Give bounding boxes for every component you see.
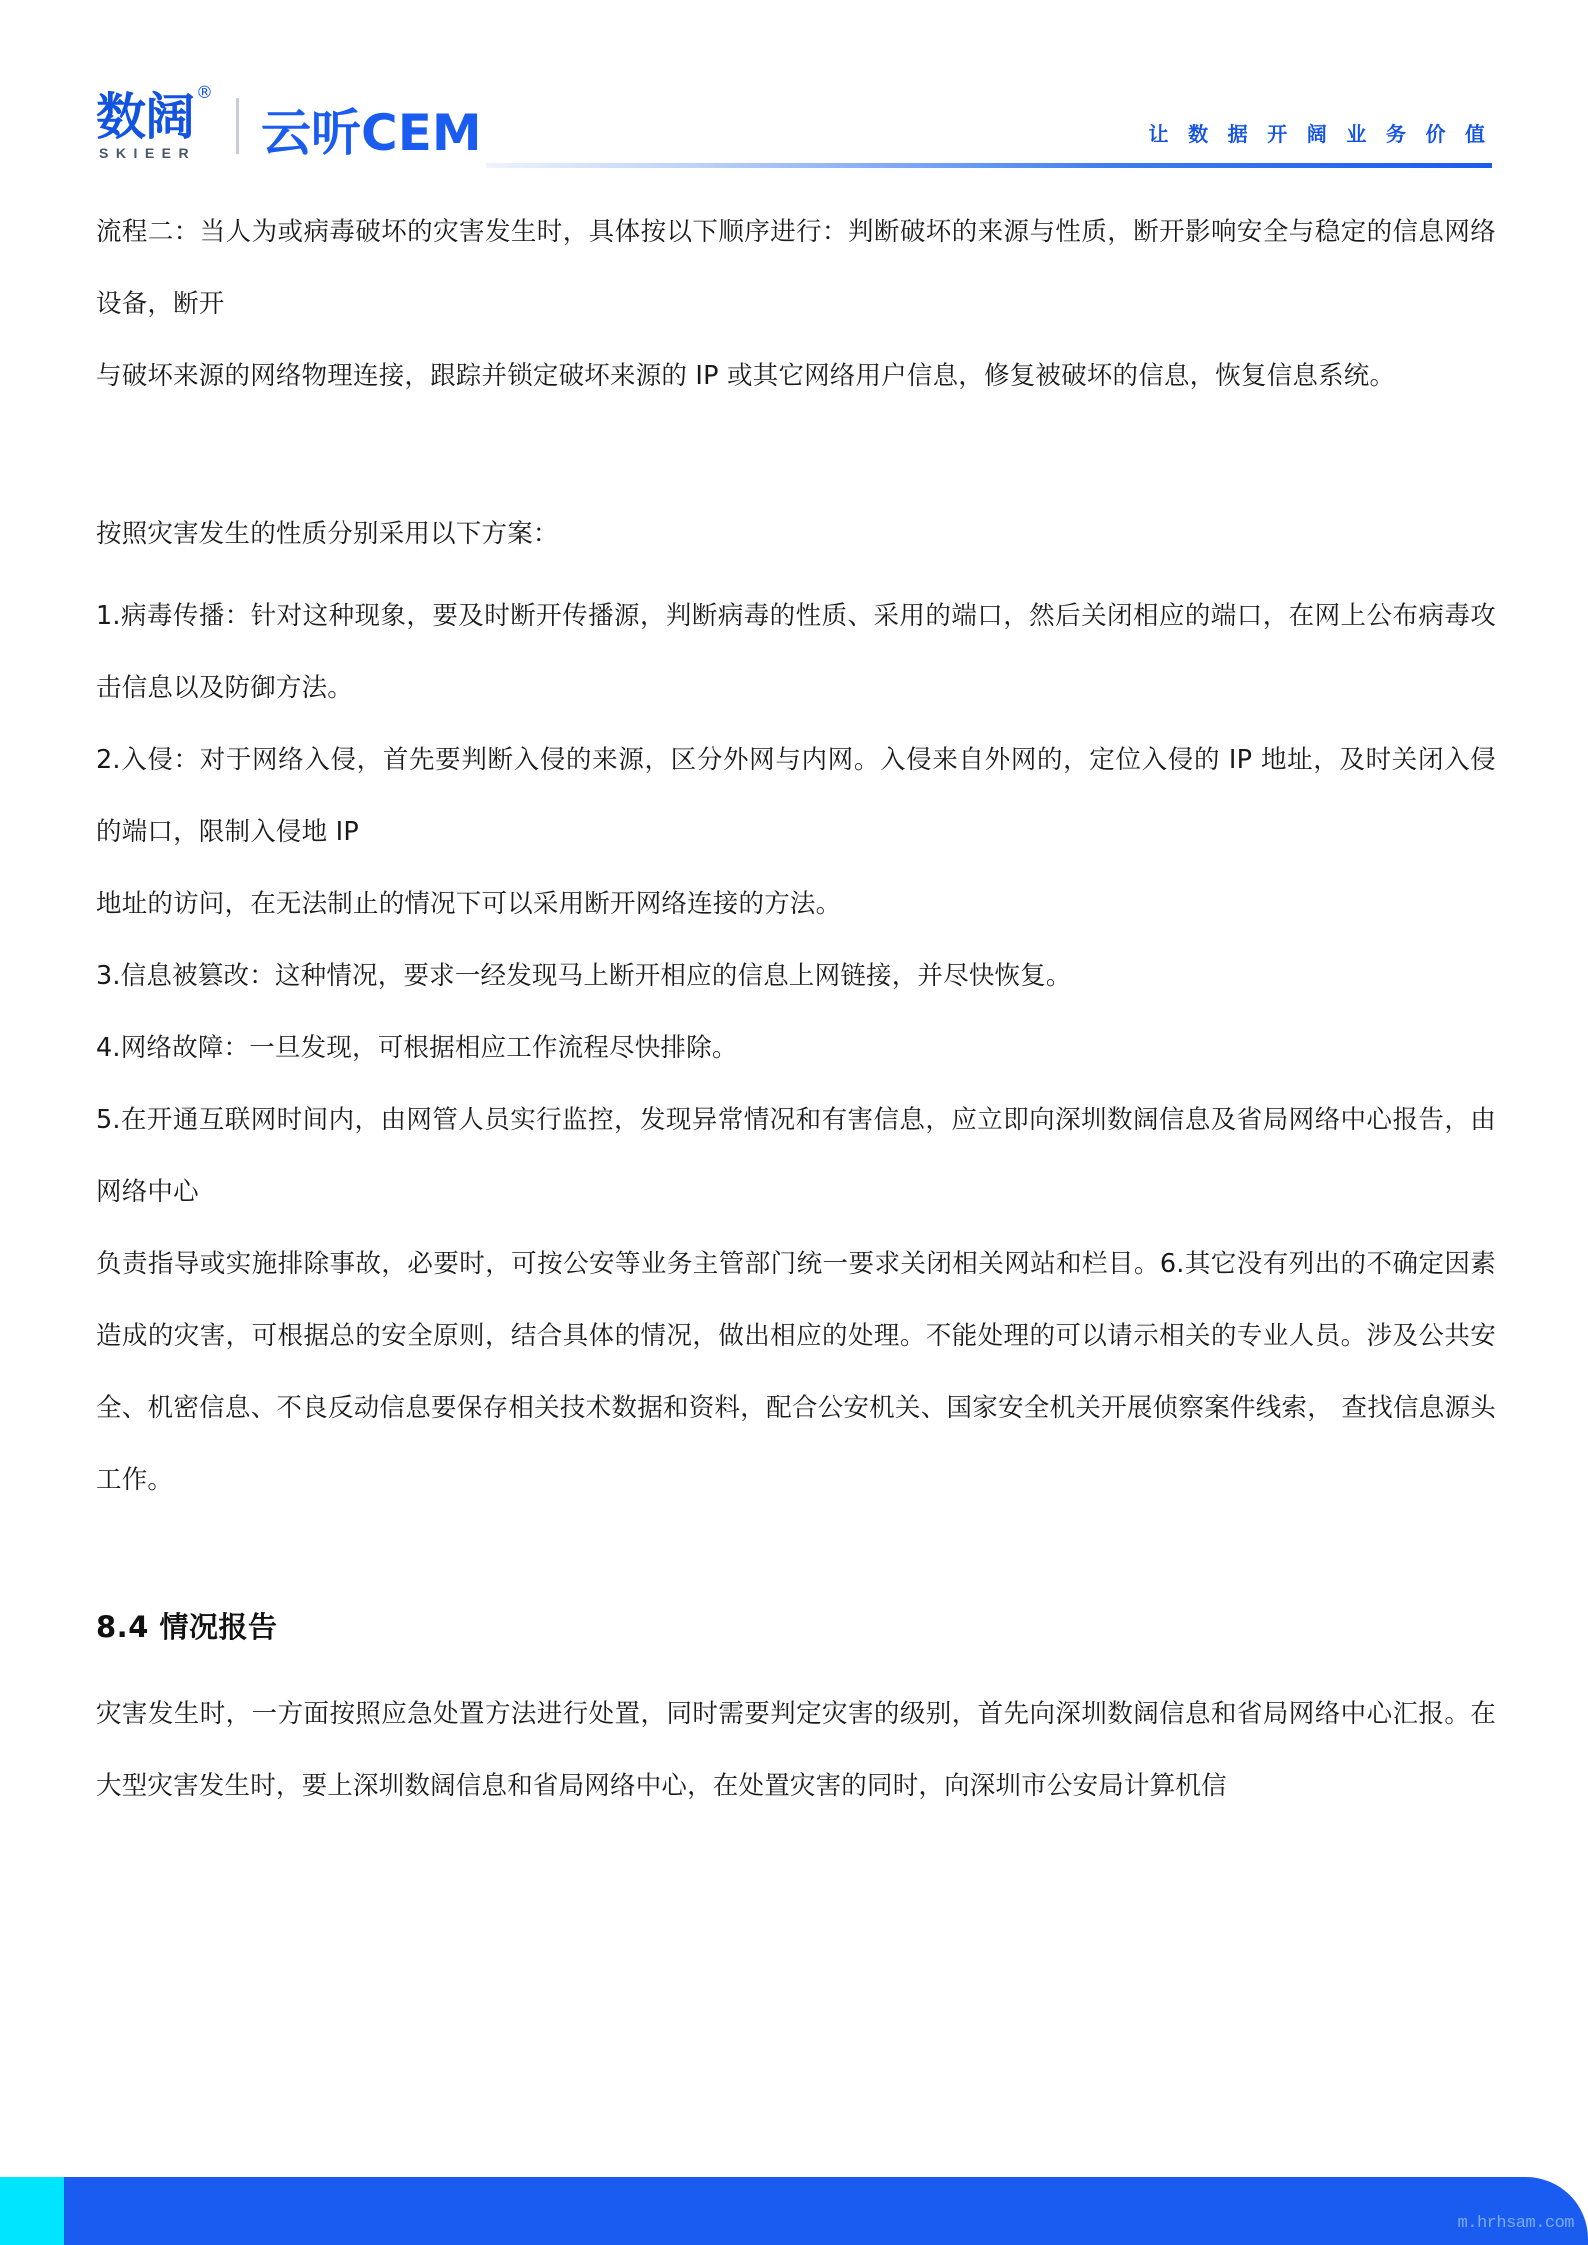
list-item-2-intrusion: 2.入侵：对于网络入侵，首先要判断入侵的来源，区分外网与内网。入侵来自外网的，定位入侵的 IP 地址，及时关闭入侵的端口，限制入侵地 IP <box>96 745 1496 847</box>
paragraph-flow-two: 流程二：当人为或病毒破坏的灾害发生时，具体按以下顺序进行：判断破坏的来源与性质，断开影响安全与稳定的信息网络设备，断开 <box>96 217 1496 319</box>
company-logo <box>96 83 212 161</box>
paragraph-physical-link: 与破坏来源的网络物理连接，跟踪并锁定破坏来源的 IP 或其它网络用户信息，修复被破坏的信息，恢复信息系统。 <box>96 361 1396 391</box>
section-heading-8-4: 8.4 情况报告 <box>96 1610 278 1644</box>
paragraph-incident-report: 灾害发生时，一方面按照应急处置方法进行处置，同时需要判定灾害的级别，首先向深圳数阔信息和省局网络中心汇报。在大型灾害发生时，要上深圳数阔信息和省局网络中心，在处置灾害的同时，向深圳市公安局计算机信 <box>96 1699 1496 1801</box>
list-item-5-monitoring: 5.在开通互联网时间内，由网管人员实行监控，发现异常情况和有害信息，应立即向深圳数阔信息及省局网络中心报告，由网络中心 <box>96 1105 1496 1207</box>
product-name: 云听CEM <box>261 104 482 162</box>
brand-divider <box>236 98 239 154</box>
list-spacer-1 <box>96 570 1496 580</box>
page-header <box>0 0 1588 172</box>
footer-blue-bar <box>0 2177 1588 2245</box>
list-item-3-tamper: 3.信息被篡改：这种情况，要求一经发现马上断开相应的信息上网链接，并尽快恢复。 <box>96 961 1072 991</box>
list-item-4-network-fault: 4.网络故障：一旦发现，可根据相应工作流程尽快排除。 <box>96 1033 738 1063</box>
company-name-cn-text: 数阔 <box>96 88 194 146</box>
header-gradient-rule <box>486 163 1492 168</box>
company-name-cn <box>96 83 212 146</box>
header-tagline: 让 数 据 开 阔 业 务 价 值 <box>1148 124 1492 146</box>
list-item-1-virus: 1.病毒传播：针对这种现象，要及时断开传播源，判断病毒的性质、采用的端口，然后关闭相应的端口，在网上公布病毒攻击信息以及防御方法。 <box>96 601 1496 703</box>
footer-cyan-accent <box>0 2177 64 2245</box>
page-footer <box>0 2145 1588 2245</box>
heading-spacer <box>96 1516 1496 1602</box>
section-spacer <box>96 412 1496 498</box>
company-name-latin: SKIEER <box>99 145 197 161</box>
paragraph-item-6-other: 负责指导或实施排除事故，必要时，可按公安等业务主管部门统一要求关闭相关网站和栏目。6.其它没有列出的不确定因素造成的灾害，可根据总的安全原则，结合具体的情况，做出相应的处理。不能处理的可以请示相关的专业人员。涉及公共安全、机密信息、不良反动信息要保存相关技术数据和资料，配合公安机关、国家安全机关开展侦察案件线索， 查找信息源头工作。 <box>96 1249 1496 1495</box>
document-body <box>96 196 1496 1822</box>
footer-watermark: m.hrhsam.com <box>1457 2214 1574 2233</box>
heading-bottom-spacer <box>96 1652 1496 1678</box>
brand-lockup <box>96 83 482 162</box>
paragraph-plan-intro: 按照灾害发生的性质分别采用以下方案： <box>96 519 559 549</box>
registered-trademark-icon: ® <box>196 83 212 104</box>
paragraph-address-access: 地址的访问，在无法制止的情况下可以采用断开网络连接的方法。 <box>96 889 842 919</box>
